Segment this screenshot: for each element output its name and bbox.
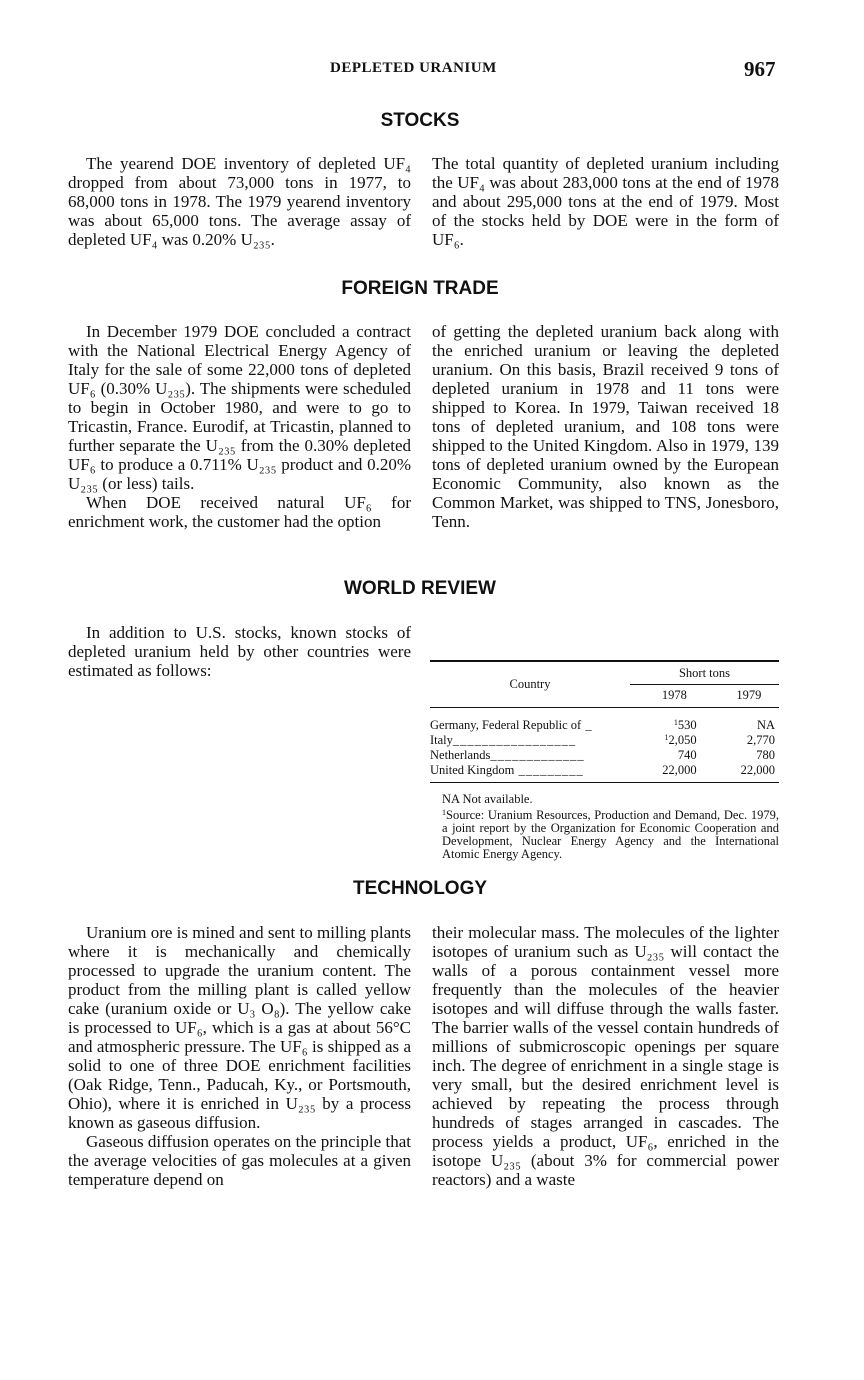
foreign-trade-paragraph-2: When DOE received natural UF₆ for enrichment work, the customer had the option — [68, 493, 411, 531]
cell-1978: 22,000 — [662, 763, 697, 777]
page-number: 967 — [744, 57, 776, 81]
cell-1979: 2,770 — [746, 733, 775, 747]
column-header-country: Country — [509, 677, 551, 691]
footnote-marker: 1 — [673, 718, 678, 727]
table-notes — [430, 793, 779, 861]
depleted-stocks-table-block — [430, 660, 779, 861]
technology-paragraph-3: their molecular mass. The molecules of the lighter isotopes of uranium such as U₂₃₅ will contact the walls of a porous containment vessel more frequently than the molecules of the heavier isotopes and will diffuse through the walls faster. The barrier walls of the vessel contain hundreds of millions of submicroscopic openings per square inch. The degree of enrichment in a single stage is very small, but the desired enrichment level is achieved by repeating the process through hundreds of stages arranged in cascades. The process yields a product, UF₆, enriched in the isotope U₂₃₅ (about 3% for commercial power reactors) and a waste — [432, 923, 779, 1189]
table-row — [430, 733, 779, 748]
footnote-marker: 1 — [442, 808, 446, 817]
cell-1978: 530 — [677, 718, 697, 732]
row-country: Germany, Federal Republic of — [430, 718, 582, 732]
row-leader: _________ — [514, 763, 584, 777]
cell-1979: 22,000 — [740, 763, 775, 777]
row-country: United Kingdom — [430, 763, 515, 777]
table-note-source-text: Source: Uranium Resources, Production and Demand, Dec. 1979, a joint report by the Organization for Economic Cooperation and Development, Nuclear Energy Agency and the International Atomic Energy Agency. — [442, 808, 779, 861]
row-country: Netherlands — [430, 748, 491, 762]
heading-stocks: STOCKS — [380, 110, 460, 131]
stocks-left-column — [68, 154, 411, 249]
stocks-right-column — [432, 154, 779, 249]
technology-right-column — [432, 923, 779, 1189]
technology-paragraph-1: Uranium ore is mined and sent to milling plants where it is mechanically and chemically processed to upgrade the uranium content. The product from the milling plant is called yellow cake (uranium oxide or U₃ O₈). The yellow cake is processed to UF₆, which is a gas at about 56°C and atmospheric pressure. The UF₆ is shipped as a solid to one of three DOE enrichment facilities (Oak Ridge, Tenn., Paducah, Ky., or Portsmouth, Ohio), where it is enriched in U₂₃₅ by a process known as gaseous diffusion. — [68, 923, 411, 1132]
table-note-source — [442, 806, 779, 861]
depleted-stocks-table — [430, 660, 779, 783]
stocks-paragraph-1: The yearend DOE inventory of depleted UF₄ dropped from about 73,000 tons in 1977, to 68,000 tons in 1978. The 1979 yearend inventory was about 65,000 tons. The average assay of depleted UF₄ was 0.20% U₂₃₅. — [68, 154, 411, 249]
cell-1979: NA — [756, 718, 775, 732]
foreign-trade-left-column — [68, 322, 411, 531]
row-country: Italy — [430, 733, 453, 747]
technology-paragraph-2: Gaseous diffusion operates on the principle that the average velocities of gas molecules at a given temperature depend on — [68, 1132, 411, 1189]
column-header-1978: 1978 — [661, 688, 687, 702]
row-leader: _________________ — [452, 733, 577, 747]
heading-foreign-trade: FOREIGN TRADE — [341, 278, 499, 299]
column-header-short-tons: Short tons — [630, 662, 779, 685]
footnote-marker: 1 — [664, 733, 669, 742]
stocks-paragraph-2: The total quantity of depleted uranium including the UF₄ was about 283,000 tons at the end of 1978 and about 295,000 tons at the end of 1979. Most of the stocks held by DOE were in the form of UF₆. — [432, 154, 779, 249]
foreign-trade-right-column — [432, 322, 779, 531]
world-review-left-column — [68, 623, 411, 680]
table-row — [430, 763, 779, 778]
table-row — [430, 708, 779, 733]
foreign-trade-paragraph-1: In December 1979 DOE concluded a contract with the National Electrical Energy Agency of Italy for the sale of some 22,000 tons of depleted UF₆ (0.30% U₂₃₅). The shipments were scheduled to begin in October 1980, and were to go to Tricastin, France. Eurodif, at Tricastin, planned to further separate the U₂₃₅ from the 0.30% depleted UF₆ to produce a 0.711% U₂₃₅ product and 0.20% U₂₃₅ (or less) tails. — [68, 322, 411, 493]
cell-1978: 2,050 — [668, 733, 697, 747]
column-header-1979: 1979 — [736, 688, 762, 702]
world-review-intro: In addition to U.S. stocks, known stocks of depleted uranium held by other countries were estimated as follows: — [68, 623, 411, 680]
cell-1978: 740 — [677, 748, 697, 762]
table-note-na: NA Not available. — [442, 792, 533, 806]
row-leader: _ — [581, 718, 593, 732]
heading-world-review: WORLD REVIEW — [344, 578, 496, 599]
table-row — [430, 748, 779, 763]
cell-1979: 780 — [756, 748, 775, 762]
row-leader: _____________ — [490, 748, 585, 762]
technology-left-column — [68, 923, 411, 1189]
running-head: DEPLETED URANIUM — [330, 60, 497, 76]
foreign-trade-paragraph-3: of getting the depleted uranium back along with the enriched uranium or leaving the depleted uranium. On this basis, Brazil received 9 tons of depleted uranium in 1978 and 11 tons were shipped to Korea. In 1979, Taiwan received 18 tons of depleted uranium, and 108 tons were shipped to the United Kingdom. Also in 1979, 139 tons of depleted uranium owned by the European Economic Community, also known as the Common Market, was shipped to TNS, Jonesboro, Tenn. — [432, 322, 779, 531]
heading-technology: TECHNOLOGY — [352, 878, 488, 899]
